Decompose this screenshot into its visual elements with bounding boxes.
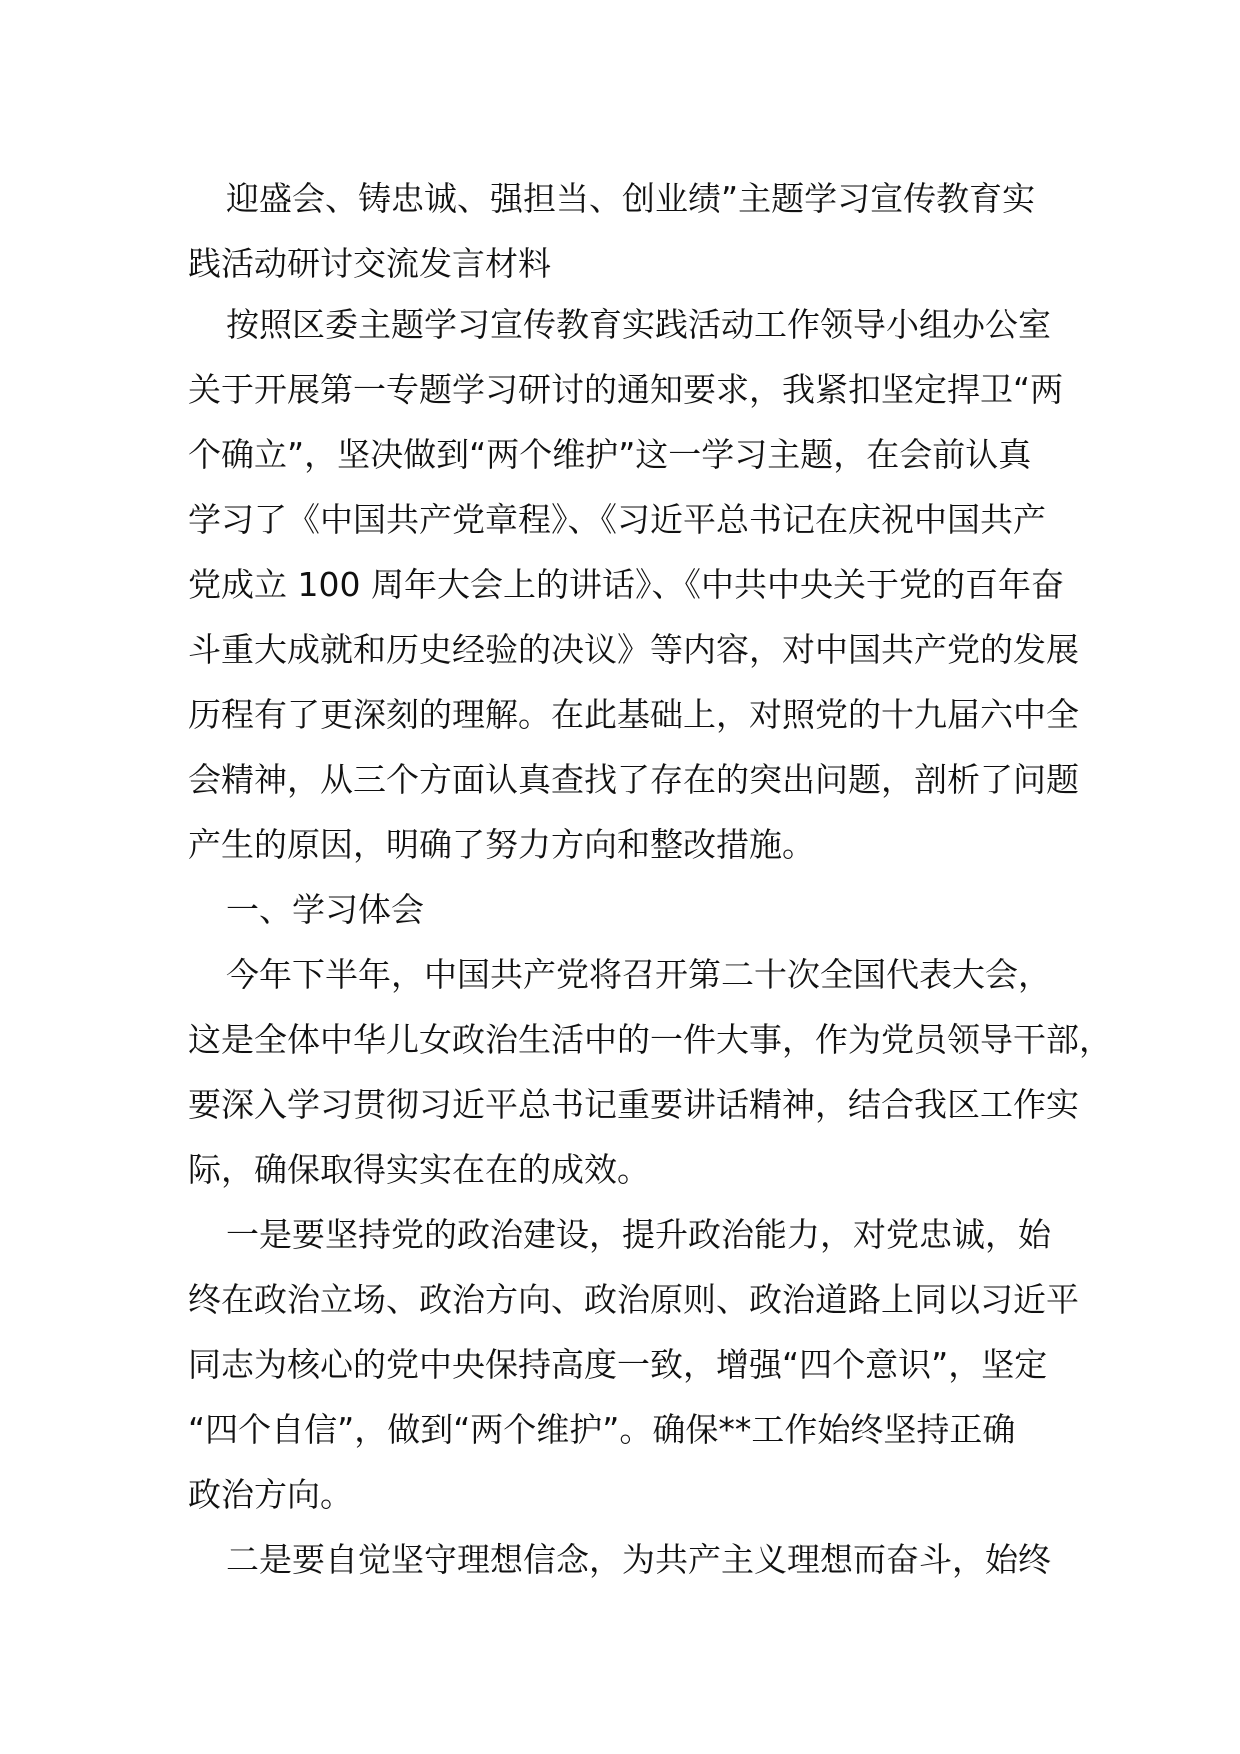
paragraph-body-3 xyxy=(188,1527,1068,1592)
title-line: 迎盛会、铸忠诚、强担当、创业绩”主题学习宣传教育实 xyxy=(226,179,1036,218)
section-heading xyxy=(188,877,1068,942)
paragraph-body-2 xyxy=(188,1202,1079,1527)
text-line: 一是要坚持党的政治建设，提升政治能力，对党忠诚，始 xyxy=(226,1215,1051,1254)
text-line: 今年下半年，中国共产党将召开第二十次全国代表大会， xyxy=(226,955,1051,994)
document-title xyxy=(188,166,1068,296)
text-line: 斗重大成就和历史经验的决议》等内容，对中国共产党的发展 xyxy=(188,630,1079,669)
text-line: 按照区委主题学习宣传教育实践活动工作领导小组办公室 xyxy=(226,305,1051,344)
text-line: 会精神，从三个方面认真查找了存在的突出问题，剖析了问题 xyxy=(188,760,1079,799)
document-body xyxy=(188,166,1112,1592)
title-line: 践活动研讨交流发言材料 xyxy=(188,244,551,283)
text-line: 二是要自觉坚守理想信念，为共产主义理想而奋斗，始终 xyxy=(226,1540,1051,1579)
text-line: 党成立 100 周年大会上的讲话》、《中共中央关于党的百年奋 xyxy=(188,565,1064,604)
text-line: 个确立”，坚决做到“两个维护”这一学习主题，在会前认真 xyxy=(188,435,1032,474)
text-line: 关于开展第一专题学习研讨的通知要求，我紧扣坚定捍卫“两 xyxy=(188,370,1064,409)
text-line: 这是全体中华儿女政治生活中的一件大事，作为党员领导干部， xyxy=(188,1020,1112,1059)
paragraph-intro xyxy=(188,292,1079,877)
text-line: 终在政治立场、政治方向、政治原则、政治道路上同以习近平 xyxy=(188,1280,1079,1319)
text-line: 政治方向。 xyxy=(188,1475,353,1514)
text-line: 学习了《中国共产党章程》、《习近平总书记在庆祝中国共产 xyxy=(188,500,1046,539)
text-line: 要深入学习贯彻习近平总书记重要讲话精神，结合我区工作实 xyxy=(188,1085,1079,1124)
heading-line: 一、学习体会 xyxy=(226,890,424,929)
text-line: “四个自信”，做到“两个维护”。确保**工作始终坚持正确 xyxy=(188,1410,1016,1449)
text-line: 际，确保取得实实在在的成效。 xyxy=(188,1150,650,1189)
text-line: 历程有了更深刻的理解。在此基础上，对照党的十九届六中全 xyxy=(188,695,1079,734)
paragraph-body-1 xyxy=(188,942,1112,1202)
text-line: 产生的原因，明确了努力方向和整改措施。 xyxy=(188,825,815,864)
text-line: 同志为核心的党中央保持高度一致，增强“四个意识”，坚定 xyxy=(188,1345,1048,1384)
